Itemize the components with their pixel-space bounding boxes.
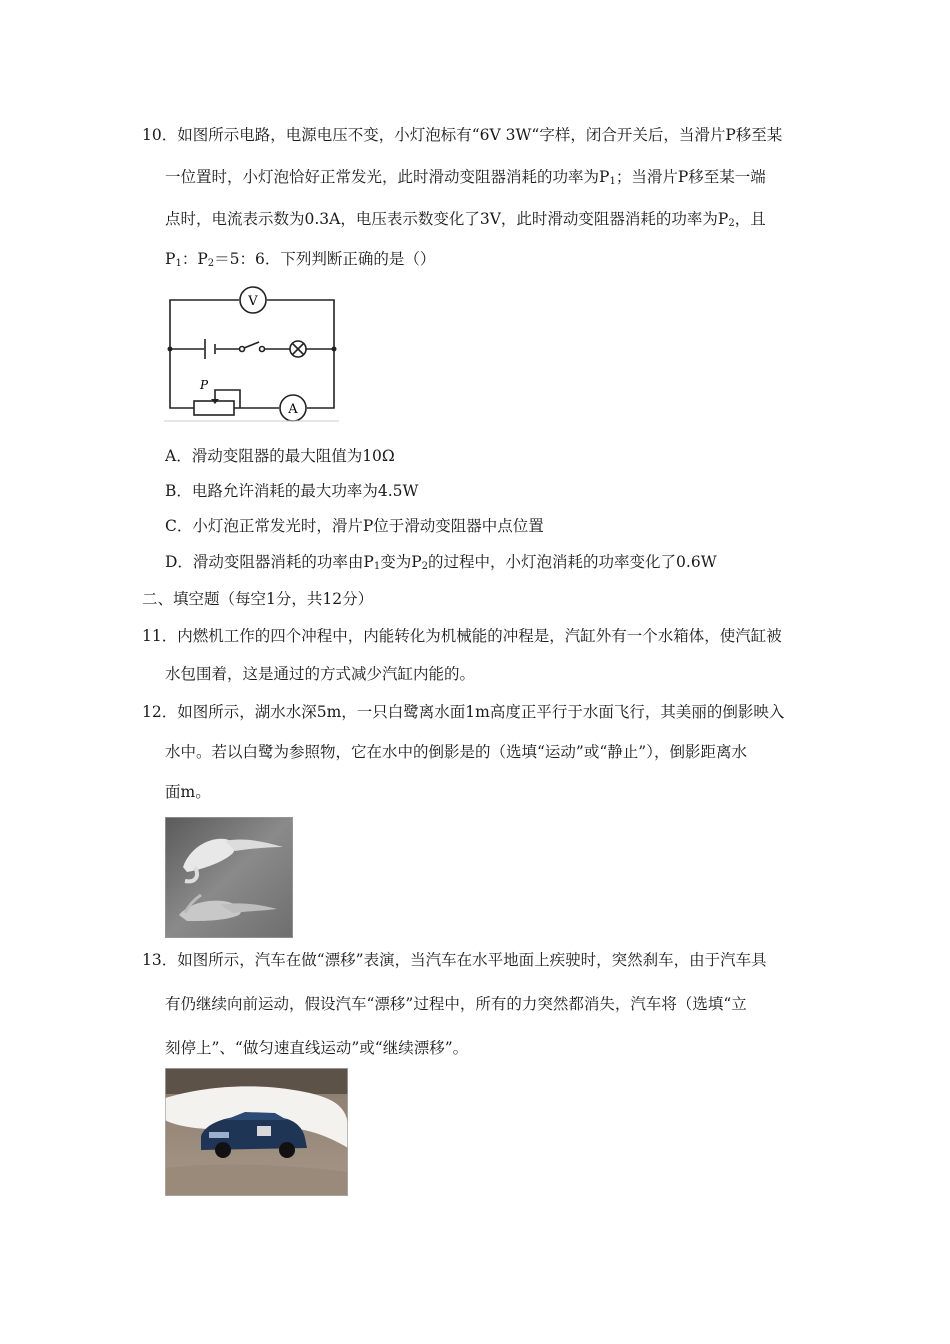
switch-icon (240, 342, 265, 352)
q13-line-3: 刻停上”、“做匀速直线运动”或“继续漂移”。 (165, 1039, 469, 1057)
circuit-diagram (164, 283, 344, 423)
q10-line-2 (165, 167, 766, 192)
voltmeter-label: V (248, 294, 258, 309)
q12-line-2: 水中。若以白鹭为参照物，它在水中的倒影是的（选填“运动”或“静止”），倒影距离水 (165, 743, 747, 761)
q12-line-3: 面m。 (165, 783, 211, 801)
ground-track (165, 1165, 348, 1196)
battery-icon (205, 339, 215, 359)
slider-label: P (200, 378, 209, 392)
drift-car-photo (165, 1068, 348, 1196)
q10-line-2-rest: ；当滑片P移至某一端 (615, 168, 766, 186)
egret-photo (165, 817, 293, 938)
option-d-rest: 的过程中，小灯泡消耗的功率变化了0.6W (428, 553, 717, 571)
junction-dot (168, 347, 173, 352)
option-c: C．小灯泡正常发光时，滑片P位于滑动变阻器中点位置 (165, 517, 544, 535)
option-d-text: D．滑动变阻器消耗的功率由P (165, 553, 374, 571)
q10-line-3 (165, 209, 766, 234)
voltmeter-icon (240, 287, 266, 313)
q10-line-1: 10．如图所示电路，电源电压不变，小灯泡标有“6V 3W“字样，闭合开关后，当滑片P移至某 (142, 126, 783, 144)
q12-line-1: 12．如图所示，湖水水深5m，一只白鹭离水面1m高度正平行于水面飞行，其美丽的倒影映入 (142, 703, 785, 721)
subscript: 2 (728, 218, 735, 229)
ratio-text: ：P (181, 250, 208, 268)
q13-line-2: 有仍继续向前运动，假设汽车“漂移”过程中，所有的力突然都消失，汽车将（选填“立 (165, 995, 747, 1013)
subscript: 2 (421, 561, 429, 572)
ammeter-icon (280, 395, 306, 421)
q13-line-1: 13．如图所示，汽车在做“漂移”表演，当汽车在水平地面上疾驶时，突然刹车，由于汽车具 (142, 951, 767, 969)
option-d-mid: 变为P (380, 553, 422, 571)
option-b: B．电路允许消耗的最大功率为4.5W (165, 482, 419, 500)
p-symbol: P (165, 250, 176, 268)
q11-line-2: 水包围着，这是通过的方式减少汽缸内能的。 (165, 665, 476, 683)
option-a: A．滑动变阻器的最大阻值为10Ω (165, 447, 395, 465)
q10-line-3-rest: ，且 (734, 210, 766, 228)
q10-line-3-text: 点时，电流表示数为0.3A，电压表示数变化了3V，此时滑动变阻器消耗的功率为P (165, 210, 729, 228)
lamp-icon (290, 341, 306, 357)
subscript: 1 (609, 176, 616, 187)
rheostat-icon (194, 378, 234, 415)
option-d (165, 552, 717, 577)
subscript: 1 (175, 258, 182, 269)
subscript: 2 (207, 258, 215, 269)
subscript: 1 (373, 561, 381, 572)
section-heading: 二、填空题（每空1分，共12分） (142, 590, 374, 608)
q11-line-1: 11．内燃机工作的四个冲程中，内能转化为机械能的冲程是，汽缸外有一个水箱体，使汽缸被 (142, 627, 782, 645)
q10-line-4-rest: ＝5：6．下列判断正确的是（） (214, 250, 436, 268)
junction-dot (332, 347, 337, 352)
ammeter-label: A (288, 402, 298, 417)
q10-line-2-text: 一位置时，小灯泡恰好正常发光，此时滑动变阻器消耗的功率为P (165, 168, 610, 186)
q10-line-4 (165, 249, 435, 274)
